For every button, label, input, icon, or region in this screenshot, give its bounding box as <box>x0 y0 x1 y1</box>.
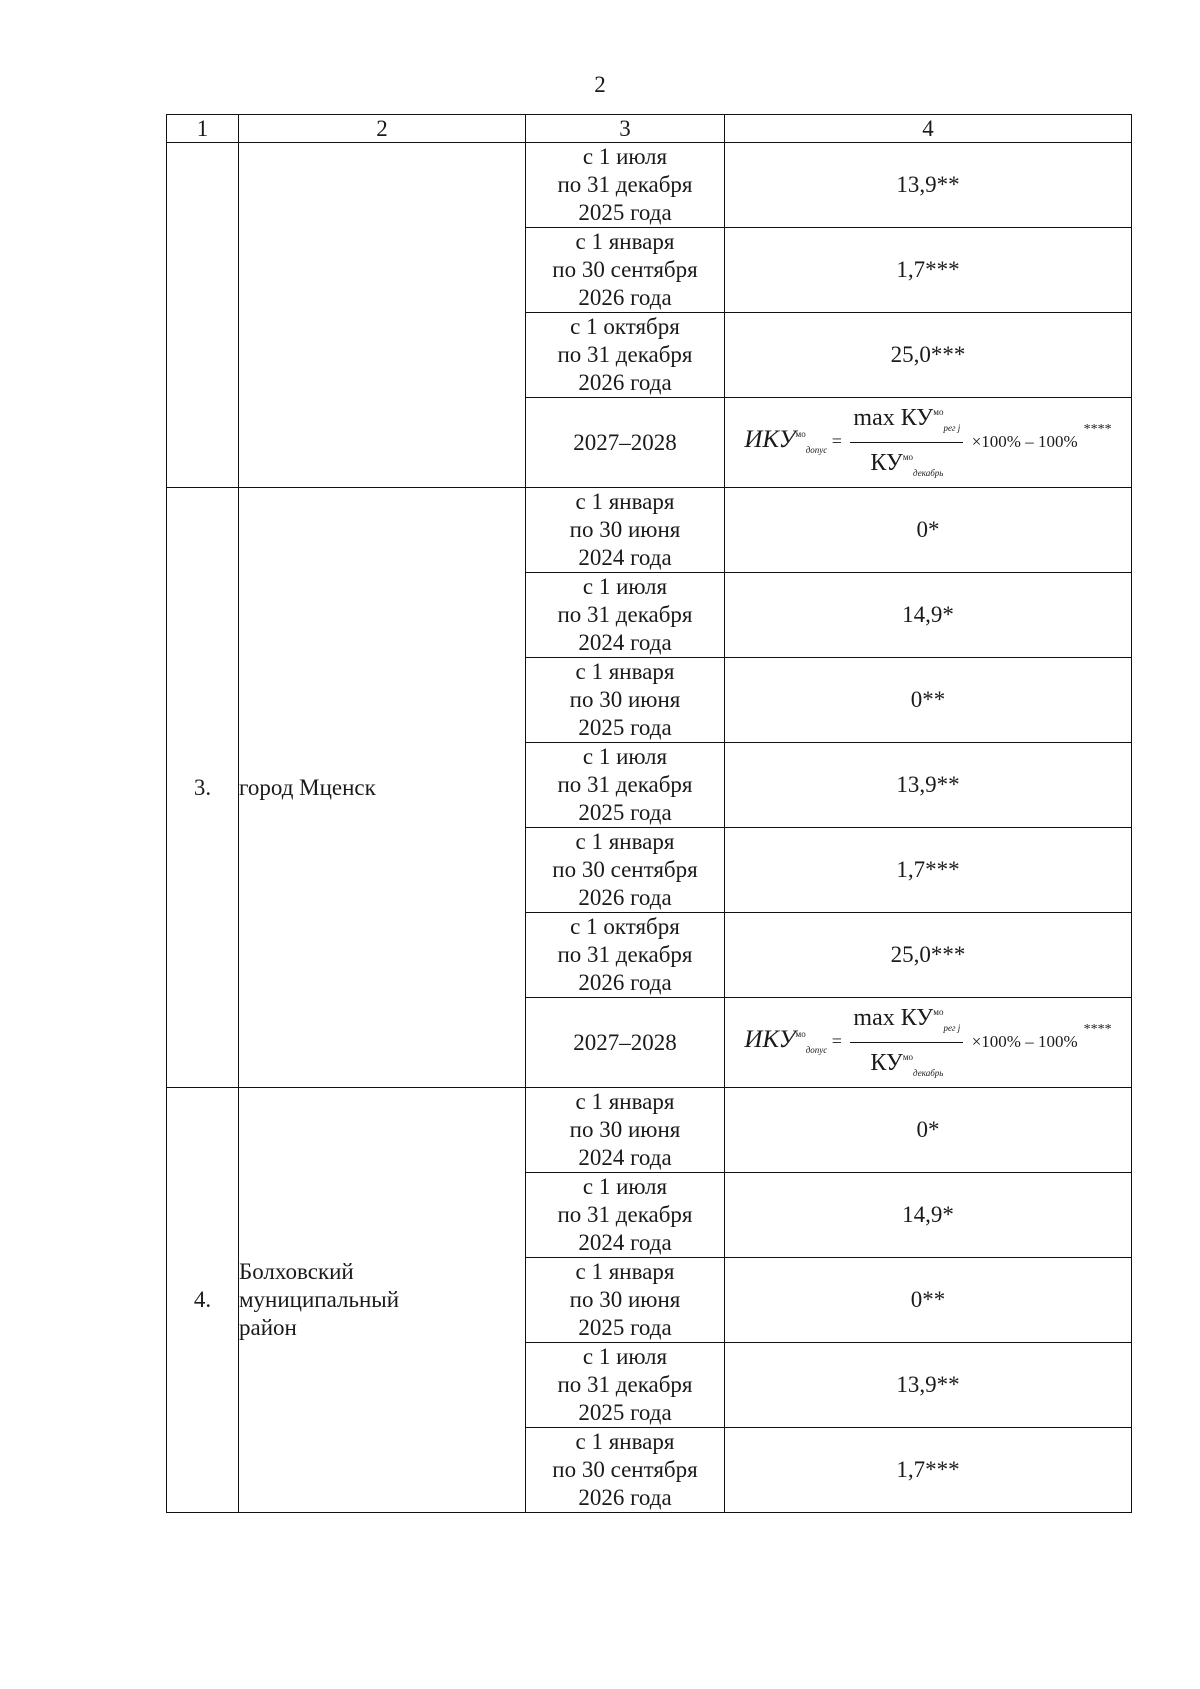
period-cell: с 1 января по 30 сентября 2026 года <box>526 228 725 313</box>
period-cell: с 1 июля по 31 декабря 2025 года <box>526 743 725 828</box>
table-row <box>167 143 1132 228</box>
index-value-cell: 14,9* <box>725 573 1132 658</box>
index-value-cell: 1,7*** <box>725 228 1132 313</box>
index-value-cell: 0* <box>725 1088 1132 1173</box>
index-value-cell: 13,9** <box>725 743 1132 828</box>
period-cell: с 1 октября по 31 декабря 2026 года <box>526 313 725 398</box>
index-value-cell: 13,9** <box>725 143 1132 228</box>
index-value-cell: 25,0*** <box>725 913 1132 998</box>
period-cell: с 1 января по 30 июня 2025 года <box>526 658 725 743</box>
header-row <box>167 115 1132 143</box>
period-cell: 2027–2028 <box>526 998 725 1088</box>
period-cell: 2027–2028 <box>526 398 725 488</box>
formula-cell <box>725 398 1132 488</box>
row-number-cell: 3. <box>167 488 239 1088</box>
column-header-3: 3 <box>526 115 725 143</box>
index-value-cell: 1,7*** <box>725 1428 1132 1513</box>
period-cell: с 1 января по 30 июня 2025 года <box>526 1258 725 1343</box>
period-cell: с 1 июля по 31 декабря 2025 года <box>526 1343 725 1428</box>
index-value-cell: 14,9* <box>725 1173 1132 1258</box>
period-cell: с 1 июля по 31 декабря 2025 года <box>526 143 725 228</box>
table-row <box>167 1088 1132 1173</box>
period-cell: с 1 октября по 31 декабря 2026 года <box>526 913 725 998</box>
period-cell: с 1 января по 30 июня 2024 года <box>526 1088 725 1173</box>
index-value-cell: 25,0*** <box>725 313 1132 398</box>
period-cell: с 1 января по 30 сентября 2026 года <box>526 1428 725 1513</box>
column-header-4: 4 <box>725 115 1132 143</box>
period-cell: с 1 января по 30 сентября 2026 года <box>526 828 725 913</box>
row-number-cell: 4. <box>167 1088 239 1513</box>
municipality-cell <box>239 143 526 488</box>
index-formula: $ИКУ^{мо}_{допус}$ = $\frac{\max КУ^{мо}_{рег j}}{КУ^{мо}_{декабрь}}$ ×100% – 100%**** <box>744 431 1111 451</box>
column-header-2: 2 <box>239 115 526 143</box>
table-row <box>167 488 1132 573</box>
row-number-cell <box>167 143 239 488</box>
municipality-cell: Болховский муниципальный район <box>239 1088 526 1513</box>
index-value-cell: 0* <box>725 488 1132 573</box>
index-value-cell: 13,9** <box>725 1343 1132 1428</box>
index-value-cell: 0** <box>725 658 1132 743</box>
tariff-index-table <box>166 114 1132 1513</box>
index-value-cell: 0** <box>725 1258 1132 1343</box>
period-cell: с 1 июля по 31 декабря 2024 года <box>526 573 725 658</box>
page-number: 2 <box>594 72 606 97</box>
period-cell: с 1 июля по 31 декабря 2024 года <box>526 1173 725 1258</box>
index-formula: $ИКУ^{мо}_{допус}$ = $\frac{\max КУ^{мо}_{рег j}}{КУ^{мо}_{декабрь}}$ ×100% – 100%**** <box>744 1031 1111 1051</box>
period-cell: с 1 января по 30 июня 2024 года <box>526 488 725 573</box>
formula-cell <box>725 998 1132 1088</box>
index-value-cell: 1,7*** <box>725 828 1132 913</box>
municipality-cell: город Мценск <box>239 488 526 1088</box>
column-header-1: 1 <box>167 115 239 143</box>
